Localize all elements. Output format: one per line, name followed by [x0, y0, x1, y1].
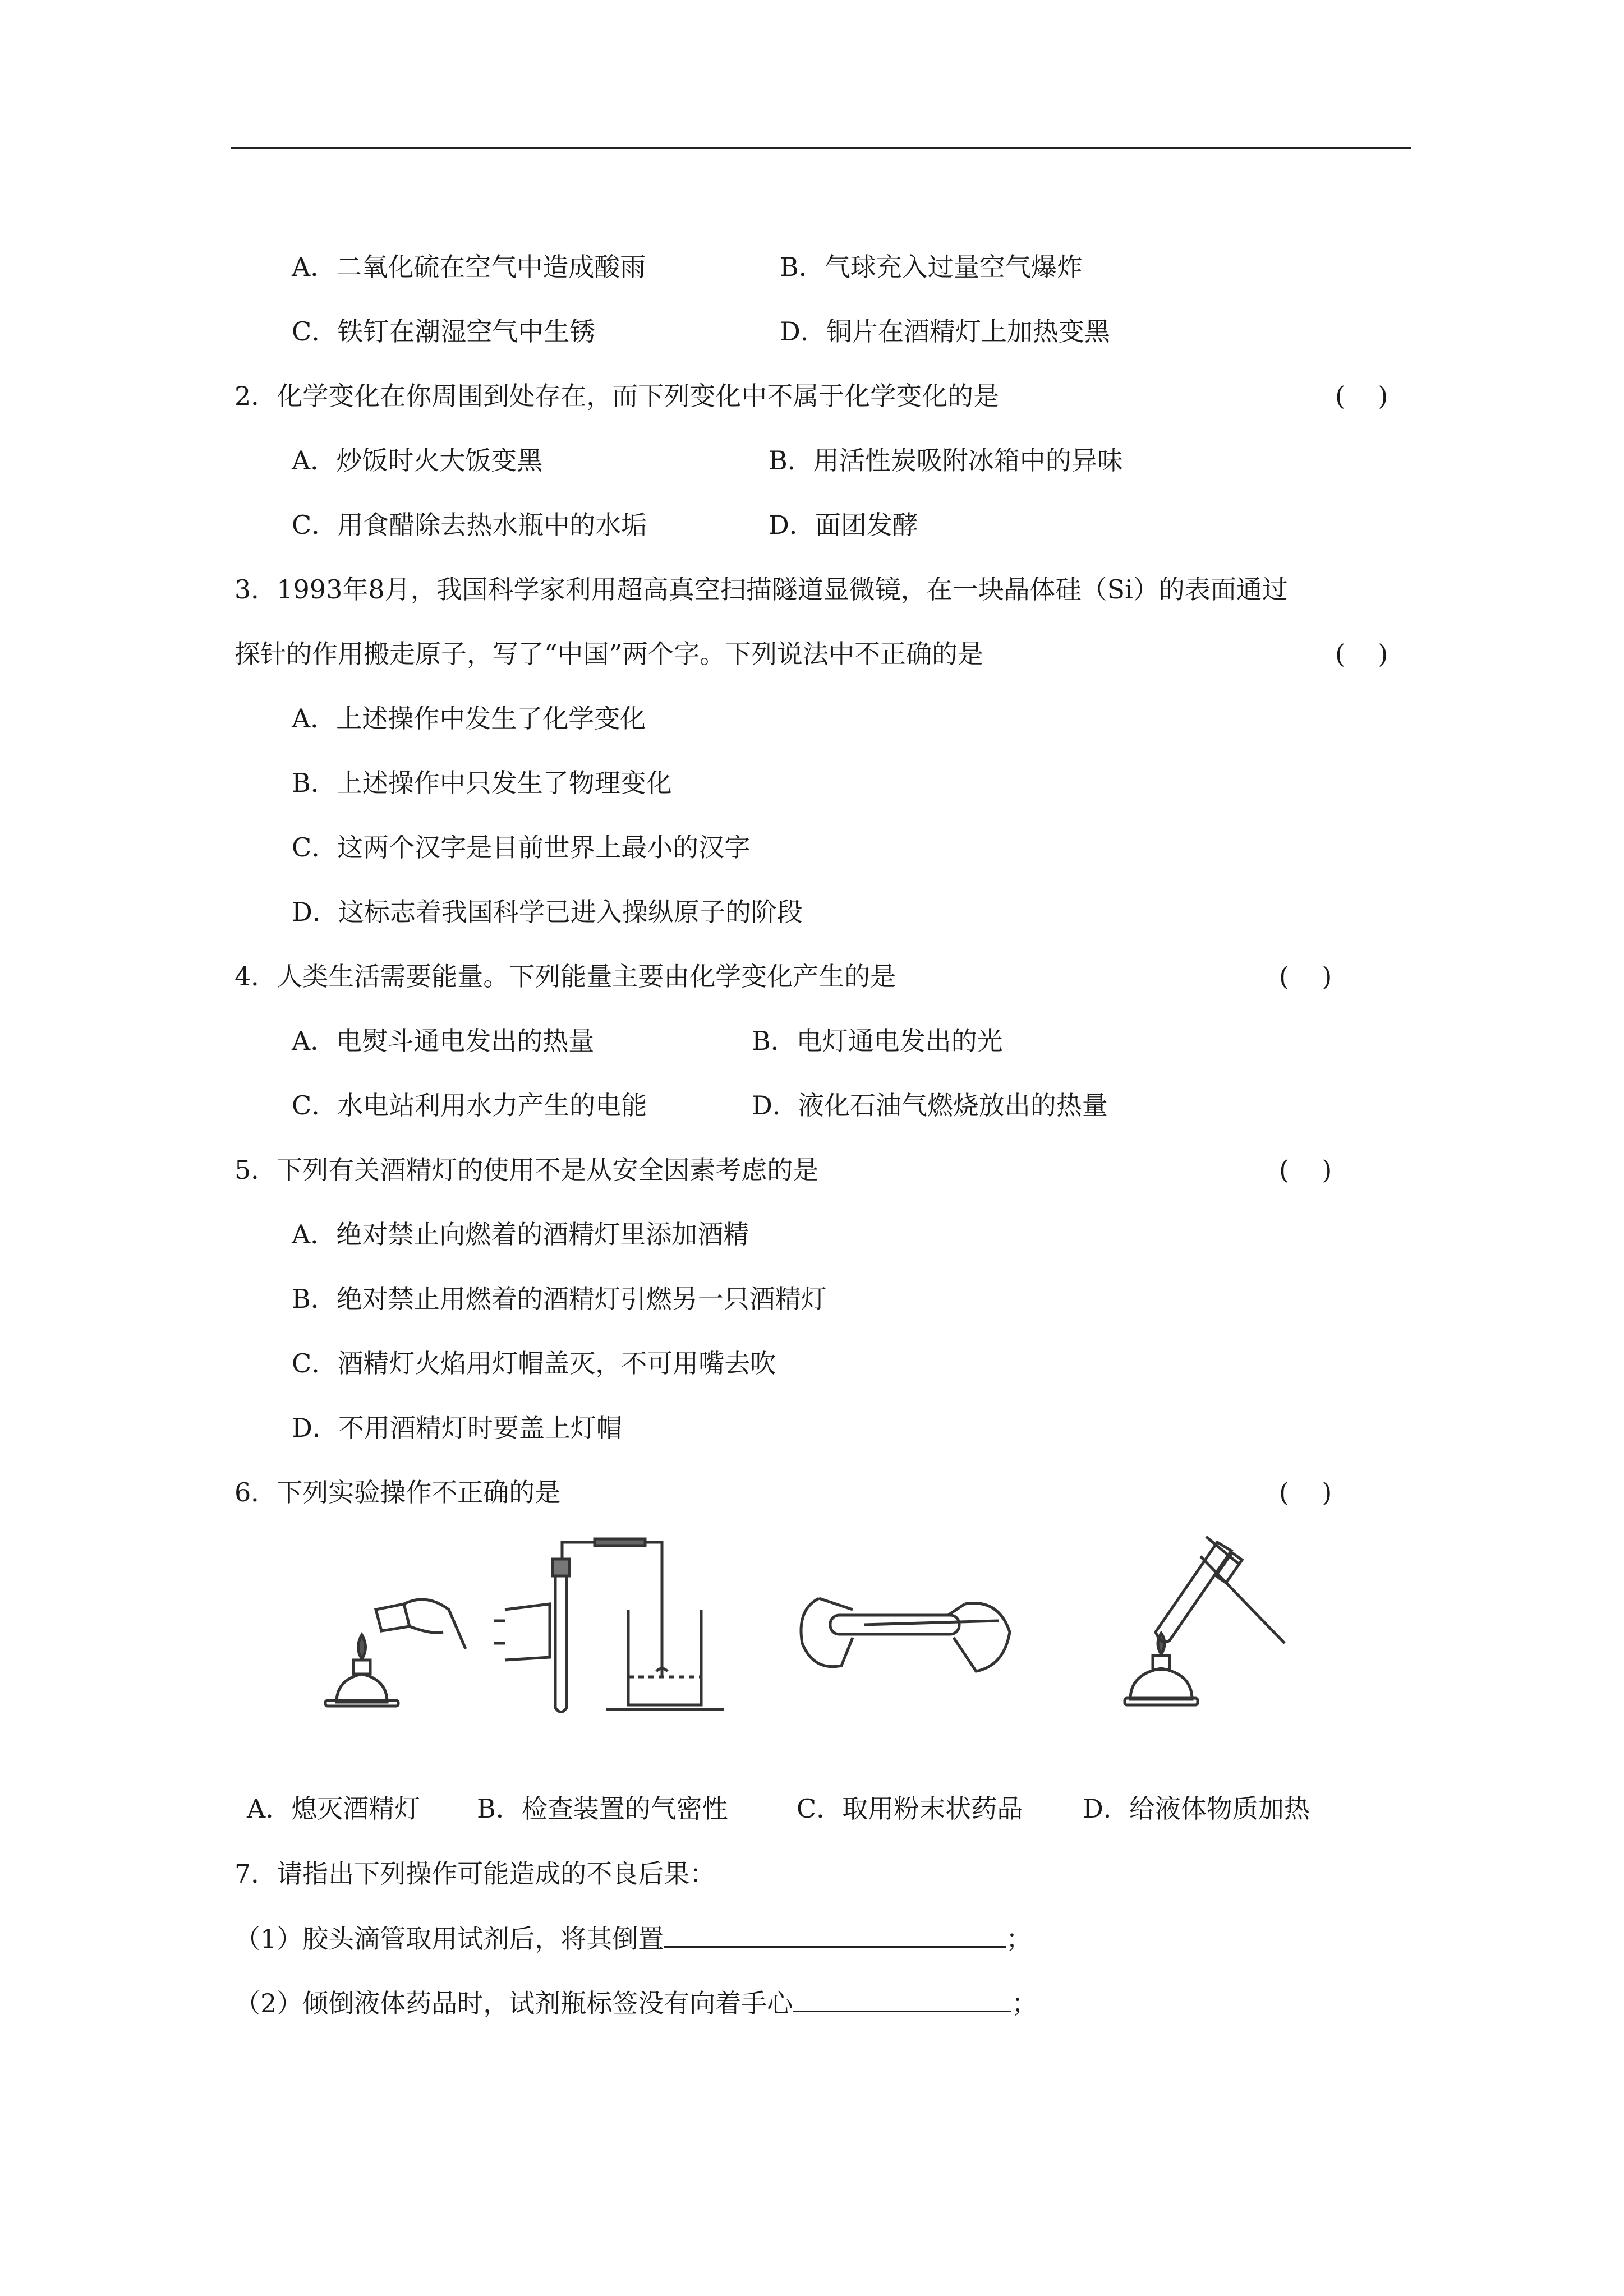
q6-option-c: C．取用粉末状药品	[797, 1794, 1023, 1824]
figure-c	[785, 1553, 1021, 1699]
q3-stem-line1: 3．1993年8月，我国科学家利用超高真空扫描隧道显微镜，在一块晶体硅（Si）的表面通过	[234, 574, 1288, 605]
q2-option-c: C．用食醋除去热水瓶中的水垢	[292, 510, 647, 540]
q7-s1-end: ；	[1006, 1924, 1032, 1954]
q5-option-c: C．酒精灯火焰用灯帽盖灭，不可用嘴去吹	[292, 1348, 776, 1378]
q4-answer-paren: ( )	[1279, 961, 1332, 992]
q7-s2-answer-blank[interactable]	[793, 1986, 1011, 2012]
q4-option-a: A．电熨斗通电发出的热量	[292, 1026, 595, 1056]
q4-option-b: B．电灯通电发出的光	[752, 1026, 1003, 1056]
q7-s2-end: ；	[1011, 1988, 1038, 2018]
q5-option-d: D．不用酒精灯时要盖上灯帽	[292, 1413, 622, 1443]
powder-sampling-icon	[785, 1553, 1021, 1699]
q3-option-d: D．这标志着我国科学已进入操纵原子的阶段	[292, 897, 803, 927]
q7-subquestion-2	[234, 1986, 1037, 2020]
q2-option-b: B．用活性炭吸附冰箱中的异味	[769, 445, 1123, 476]
q4-stem: 4．人类生活需要能量。下列能量主要由化学变化产生的是	[234, 961, 896, 992]
gas-tightness-apparatus-icon	[494, 1537, 729, 1722]
q7-s1-text: （1）胶头滴管取用试剂后，将其倒置	[234, 1924, 664, 1954]
figure-b	[494, 1537, 729, 1722]
q5-stem: 5．下列有关酒精灯的使用不是从安全因素考虑的是	[234, 1155, 819, 1185]
q5-answer-paren: ( )	[1279, 1155, 1332, 1185]
q4-option-d: D．液化石油气燃烧放出的热量	[752, 1090, 1108, 1121]
q3-option-b: B．上述操作中只发生了物理变化	[292, 768, 672, 798]
q7-subquestion-1	[234, 1921, 1032, 1956]
q6-stem: 6．下列实验操作不正确的是	[234, 1477, 561, 1507]
q1-option-c: C．铁钉在潮湿空气中生锈	[292, 316, 596, 347]
q1-option-d: D．铜片在酒精灯上加热变黑	[780, 316, 1110, 347]
q3-stem-line2: 探针的作用搬走原子，写了“中国”两个字。下列说法中不正确的是	[234, 639, 984, 669]
q5-option-b: B．绝对禁止用燃着的酒精灯引燃另一只酒精灯	[292, 1284, 827, 1314]
figure-a	[314, 1582, 471, 1716]
q2-stem: 2．化学变化在你周围到处存在，而下列变化中不属于化学变化的是	[234, 381, 1000, 411]
q2-option-a: A．炒饭时火大饭变黑	[292, 445, 543, 476]
q7-s2-text: （2）倾倒液体药品时，试剂瓶标签没有向着手心	[234, 1988, 793, 2018]
q3-option-c: C．这两个汉字是目前世界上最小的汉字	[292, 832, 751, 863]
q6-answer-paren: ( )	[1279, 1477, 1332, 1507]
q1-option-a: A．二氧化硫在空气中造成酸雨	[292, 252, 646, 282]
figure-d	[1116, 1531, 1296, 1722]
liquid-heating-icon	[1116, 1531, 1296, 1722]
q7-s1-answer-blank[interactable]	[664, 1921, 1006, 1948]
header-rule	[231, 147, 1411, 149]
q1-option-b: B．气球充入过量空气爆炸	[780, 252, 1083, 282]
q3-option-a: A．上述操作中发生了化学变化	[292, 703, 646, 734]
q4-option-c: C．水电站利用水力产生的电能	[292, 1090, 647, 1121]
q5-option-a: A．绝对禁止向燃着的酒精灯里添加酒精	[292, 1219, 749, 1250]
q6-option-d: D．给液体物质加热	[1083, 1794, 1310, 1824]
q2-answer-paren: ( )	[1335, 381, 1388, 411]
alcohol-lamp-icon	[314, 1582, 471, 1716]
q3-answer-paren: ( )	[1335, 639, 1388, 669]
q6-option-a: A．熄灭酒精灯	[247, 1794, 421, 1824]
q7-stem: 7．请指出下列操作可能造成的不良后果：	[234, 1859, 716, 1889]
q6-option-b: B．检查装置的气密性	[477, 1794, 728, 1824]
q2-option-d: D．面团发酵	[769, 510, 918, 540]
